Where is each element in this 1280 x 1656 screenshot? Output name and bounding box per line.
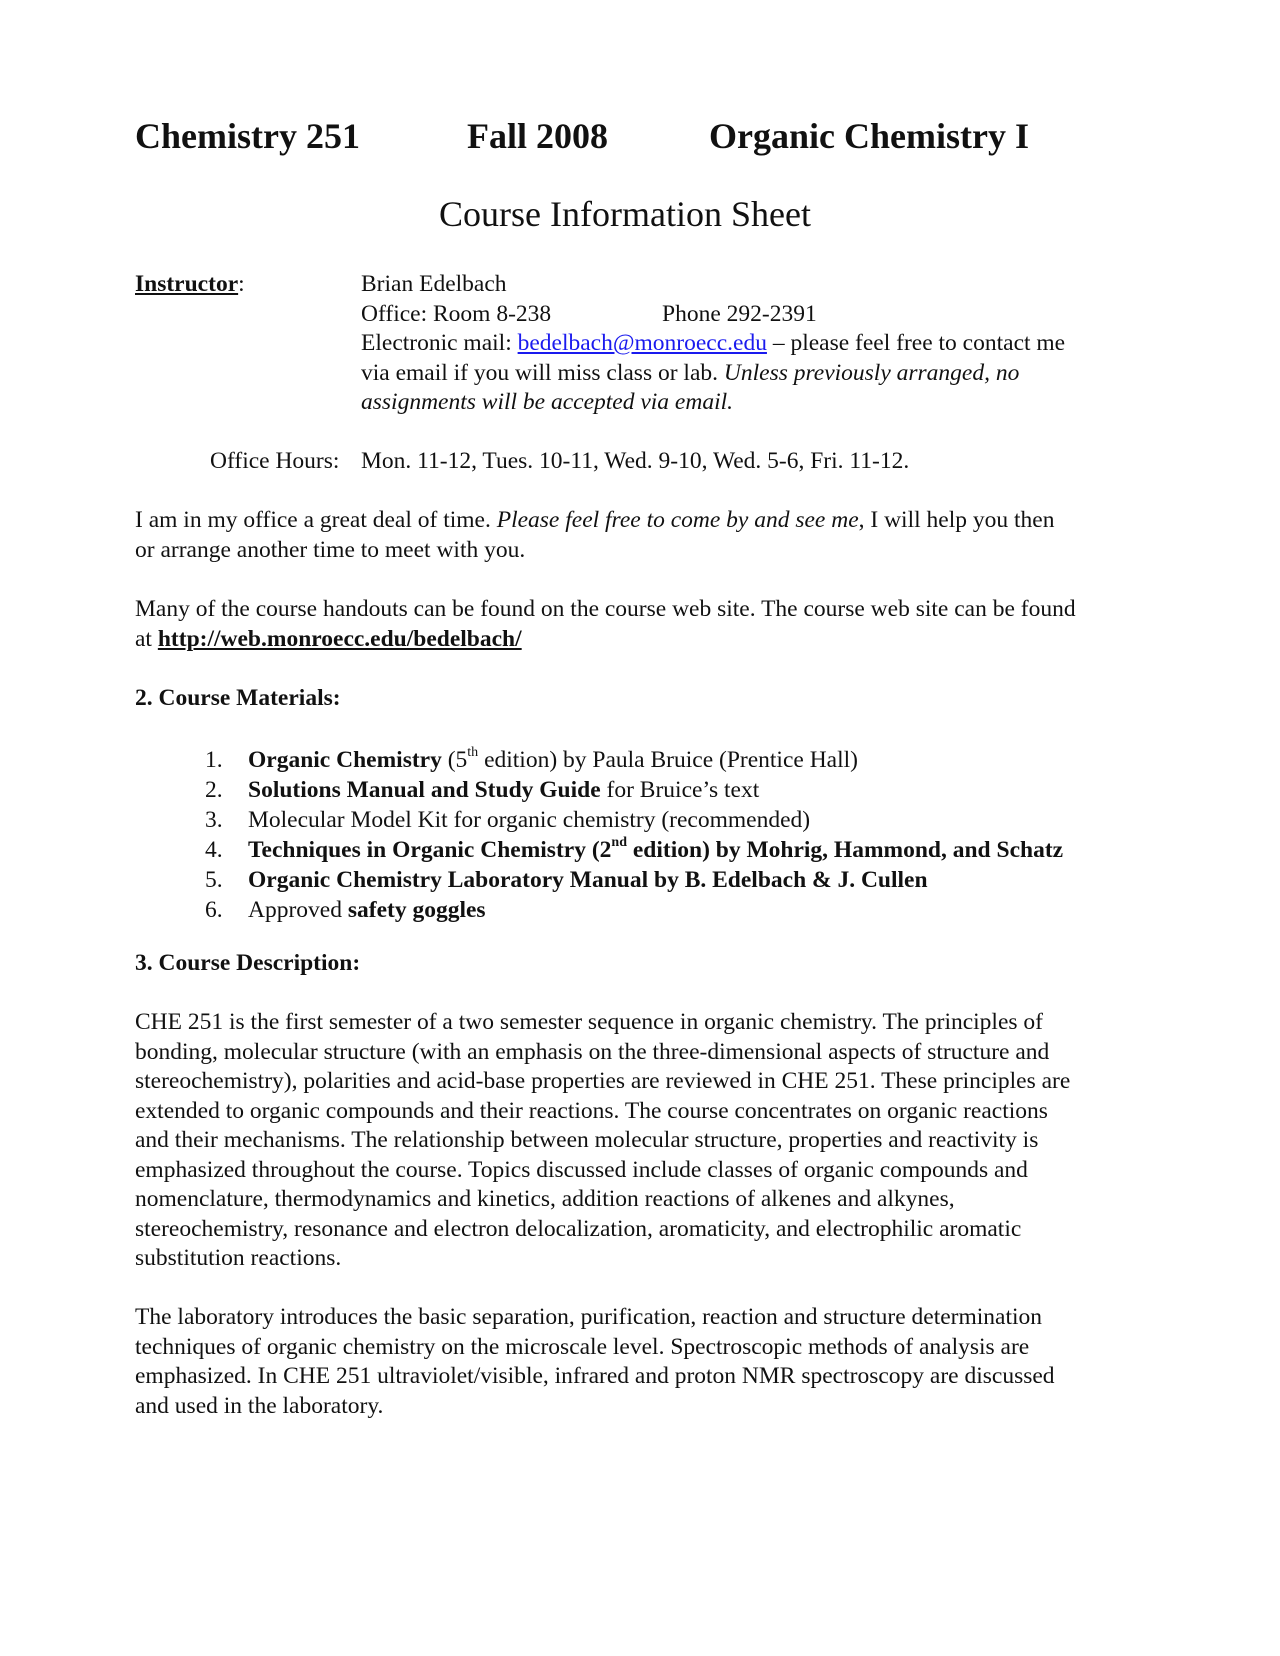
material-title: Techniques in Organic Chemistry (2 [248, 837, 612, 863]
list-item [205, 835, 1063, 865]
email-note: – please feel free to contact me [766, 330, 1066, 356]
email-policy-italic-2: assignments will be accepted via email. [361, 389, 734, 415]
list-number: 5. [205, 867, 223, 893]
email-policy-italic-1: Unless previously arranged, no [723, 360, 1020, 386]
paragraph-line: CHE 251 is the first semester of a two semester sequence in organic chemistry. The principles of [135, 1009, 1043, 1035]
office-paragraph-text-a: I am in my office a great deal of time. [135, 507, 497, 533]
list-item [205, 865, 1063, 895]
instructor-label: Instructor [135, 271, 239, 297]
paragraph-line: emphasized. In CHE 251 ultraviolet/visible, infrared and proton NMR spectroscopy are discussed [135, 1363, 1055, 1389]
paragraph-line: techniques of organic chemistry on the microscale level. Spectroscopic methods of analysis are [135, 1333, 1030, 1360]
paragraph-line: emphasized throughout the course. Topics discussed include classes of organic compounds and [135, 1156, 1028, 1183]
instructor-label-row [135, 270, 245, 300]
material-superscript: th [467, 745, 479, 761]
paragraph-line: substitution reactions. [135, 1245, 342, 1271]
paragraph-line: bonding, molecular structure (with an emphasis on the three-dimensional aspects of structure and [135, 1038, 1050, 1065]
email-link[interactable]: bedelbach@monroecc.edu [517, 330, 767, 356]
description-paragraph-2 [135, 1303, 1155, 1421]
material-title: Organic Chemistry [248, 747, 442, 773]
office-paragraph-italic: Please feel free to come by and see me [496, 507, 859, 533]
list-item [205, 775, 1063, 805]
instructor-office: Office: Room 8-238 [361, 301, 552, 327]
course-website-link[interactable]: http://web.monroecc.edu/bedelbach/ [157, 626, 522, 652]
list-number: 4. [205, 837, 223, 863]
paragraph-line: stereochemistry, resonance and electron delocalization, aromaticity, and electrophilic aromatic [135, 1215, 1022, 1242]
paragraph-line: nomenclature, thermodynamics and kinetics, addition reactions of alkenes and alkynes, [135, 1186, 955, 1212]
material-title: safety goggles [347, 897, 486, 923]
material-text: for Bruice’s text [600, 777, 760, 803]
paragraph-line: The laboratory introduces the basic separation, purification, reaction and structure determination [135, 1304, 1043, 1330]
material-text: (5 [441, 747, 468, 773]
list-number: 2. [205, 777, 223, 803]
email-prefix: Electronic mail: [361, 330, 518, 356]
description-paragraph-1 [135, 1008, 1155, 1274]
course-code: Chemistry 251 [135, 116, 360, 156]
material-title: Organic Chemistry Laboratory Manual by B. Edelbach & J. Cullen [248, 867, 928, 893]
list-number: 1. [205, 747, 223, 773]
office-hours-value: Mon. 11-12, Tues. 10-11, Wed. 9-10, Wed. 5-6, Fri. 11-12. [361, 448, 910, 474]
list-item [205, 895, 1063, 925]
instructor-name: Brian Edelbach [361, 271, 507, 297]
course-term: Fall 2008 [467, 116, 608, 156]
description-heading: 3. Course Description: [135, 950, 361, 976]
course-name: Organic Chemistry I [709, 116, 1029, 156]
office-paragraph-line-1 [135, 506, 1054, 536]
email-note-plain: via email if you will miss class or lab. [361, 360, 724, 386]
paragraph-line: stereochemistry), polarities and acid-base properties are reviewed in CHE 251. These principles are [135, 1068, 1071, 1094]
web-paragraph-line-2 [135, 625, 522, 655]
materials-list [205, 745, 1063, 925]
paragraph-line: and used in the laboratory. [135, 1392, 384, 1419]
material-superscript: nd [611, 835, 627, 851]
web-paragraph-line-1: Many of the course handouts can be found on the course web site. The course web site can be found [135, 596, 1076, 622]
instructor-label-colon: : [238, 271, 245, 297]
email-note-line-2 [361, 359, 1019, 389]
material-text: edition) by Paula Bruice (Prentice Hall) [478, 747, 858, 773]
office-hours-label: Office Hours: [210, 448, 340, 474]
instructor-phone: Phone 292-2391 [662, 301, 817, 327]
material-text: Approved [248, 897, 348, 923]
office-paragraph-text-b: , I will help you then [858, 507, 1055, 533]
list-item [205, 745, 1063, 775]
paragraph-line: extended to organic compounds and their reactions. The course concentrates on organic reactions [135, 1097, 1048, 1124]
list-number: 3. [205, 807, 223, 833]
list-item [205, 805, 1063, 835]
page-subtitle: Course Information Sheet [439, 194, 811, 234]
email-line [361, 329, 1065, 359]
list-number: 6. [205, 897, 223, 923]
material-text: Molecular Model Kit for organic chemistry (recommended) [248, 807, 811, 833]
material-title: Solutions Manual and Study Guide [248, 777, 601, 803]
office-paragraph-line-2: or arrange another time to meet with you. [135, 537, 526, 563]
material-title: edition) by Mohrig, Hammond, and Schatz [626, 837, 1064, 863]
web-paragraph-prefix: at [135, 626, 158, 652]
paragraph-line: and their mechanisms. The relationship between molecular structure, properties and reactivity is [135, 1127, 1039, 1153]
materials-heading: 2. Course Materials: [135, 685, 341, 711]
